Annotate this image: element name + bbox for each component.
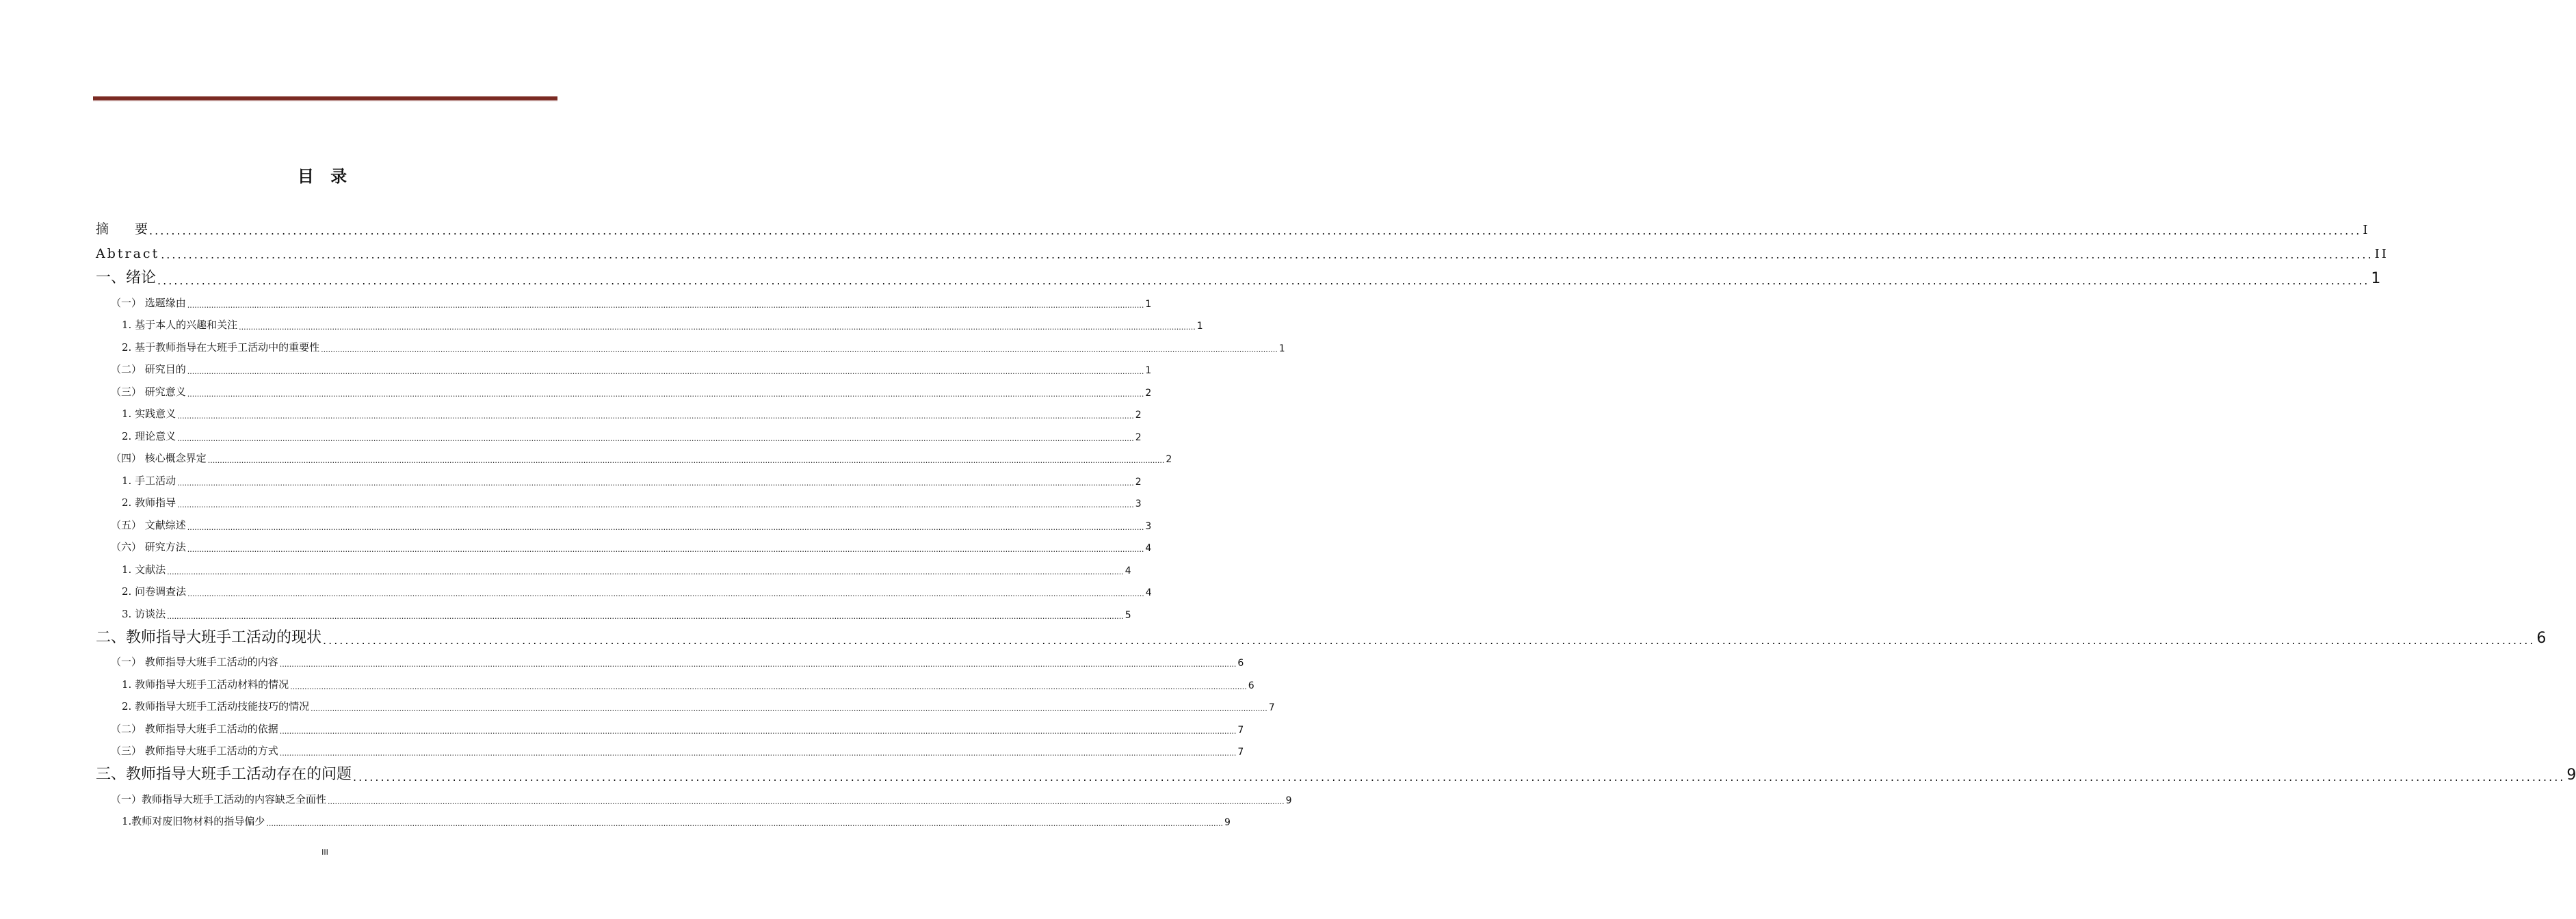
- toc-entry-label: （一） 选题缘由: [111, 296, 186, 309]
- toc-entry-label: 1. 手工活动: [122, 474, 176, 487]
- toc-entry[interactable]: [96, 354, 1152, 377]
- toc-entry[interactable]: [96, 376, 1152, 399]
- toc-entry[interactable]: [96, 669, 1254, 691]
- toc-entry-page: 9: [1224, 817, 1231, 828]
- toc-entry-label: （三） 研究意义: [111, 385, 186, 398]
- toc-entry-page: 1: [1145, 365, 1152, 376]
- toc-entry-page: 2: [1145, 387, 1152, 399]
- toc-dot-leader: ................................................................................................................................................................................................................................................................................................................................................................................................................: [167, 567, 1124, 576]
- toc-entry[interactable]: [96, 213, 2370, 237]
- toc-dot-leader: ................................................................................................................................................................................................................................................................................................................................................................................................................: [266, 819, 1223, 828]
- toc-dot-leader: ................................................................................................................................................................................................................................................................................................................................................................................................................: [187, 589, 1144, 598]
- toc-entry-page: II: [2374, 247, 2389, 261]
- toc-entry-label: 2. 基于教师指导在大班手工活动中的重要性: [122, 341, 320, 354]
- toc-entry-page: 2: [1135, 431, 1142, 443]
- toc-entry-page: 1: [1278, 343, 1285, 354]
- toc-entry[interactable]: [96, 691, 1275, 714]
- toc-entry[interactable]: [96, 443, 1172, 466]
- toc-entry[interactable]: [96, 532, 1152, 555]
- toc-dot-leader: ................................................................................................................................................................................................................................................................................................................................................................................................................: [353, 771, 2566, 784]
- toc-dot-leader: ................................................................................................................................................................................................................................................................................................................................................................................................................: [321, 345, 1278, 354]
- toc-entry-page: 1: [2371, 270, 2381, 287]
- toc-entry[interactable]: [96, 806, 1231, 829]
- toc-entry-label: Abtract: [96, 246, 160, 261]
- toc-dot-leader: ................................................................................................................................................................................................................................................................................................................................................................................................................: [177, 501, 1134, 509]
- toc-dot-leader: ................................................................................................................................................................................................................................................................................................................................................................................................................: [157, 274, 2370, 287]
- toc-entry[interactable]: [96, 261, 2381, 287]
- toc-dot-leader: ................................................................................................................................................................................................................................................................................................................................................................................................................: [279, 749, 1237, 758]
- toc-entry[interactable]: [96, 399, 1142, 421]
- toc-entry-page: 4: [1145, 587, 1152, 598]
- toc-entry-label: 2. 问卷调查法: [122, 585, 187, 598]
- toc-dot-leader: ................................................................................................................................................................................................................................................................................................................................................................................................................: [187, 389, 1144, 399]
- toc-entry-label: （三） 教师指导大班手工活动的方式: [111, 745, 278, 757]
- header-rule-thick: [93, 96, 557, 100]
- toc-entry-label: 1. 基于本人的兴趣和关注: [122, 319, 238, 331]
- toc-dot-leader: ................................................................................................................................................................................................................................................................................................................................................................................................................: [207, 456, 1165, 465]
- toc-entry[interactable]: [96, 647, 1244, 669]
- toc-entry-page: 4: [1125, 565, 1131, 576]
- toc-entry-page: 6: [2536, 629, 2547, 647]
- toc-dot-leader: ................................................................................................................................................................................................................................................................................................................................................................................................................: [279, 726, 1237, 736]
- toc-entry-page: 4: [1145, 543, 1152, 554]
- toc-entry-page: 6: [1248, 680, 1254, 691]
- toc-entry-page: 3: [1135, 498, 1142, 509]
- toc-entry[interactable]: [96, 713, 1244, 736]
- toc-entry-page: 9: [1285, 795, 1292, 806]
- toc-entry-label: （六） 研究方法: [111, 541, 186, 553]
- toc-entry-page: 9: [2566, 767, 2576, 784]
- toc-dot-leader: ................................................................................................................................................................................................................................................................................................................................................................................................................: [239, 323, 1196, 332]
- table-of-contents: [96, 213, 2576, 828]
- toc-title: 目 录: [297, 167, 353, 186]
- toc-entry[interactable]: [96, 784, 1292, 806]
- toc-entry-label: 1. 文献法: [122, 563, 166, 576]
- toc-entry[interactable]: [96, 598, 1131, 621]
- toc-dot-leader: ................................................................................................................................................................................................................................................................................................................................................................................................................: [311, 704, 1267, 713]
- toc-entry-page: I: [2363, 223, 2370, 237]
- toc-entry-label: 一、绪论: [96, 269, 157, 287]
- toc-entry-label: 二、教师指导大班手工活动的现状: [96, 628, 322, 646]
- toc-entry[interactable]: [96, 421, 1142, 443]
- toc-entry-label: 2. 理论意义: [122, 429, 176, 442]
- toc-dot-leader: ................................................................................................................................................................................................................................................................................................................................................................................................................: [187, 300, 1144, 310]
- toc-entry[interactable]: [96, 621, 2547, 647]
- toc-entry-page: 1: [1145, 298, 1152, 310]
- toc-entry-label: 1. 教师指导大班手工活动材料的情况: [122, 678, 289, 691]
- toc-entry[interactable]: [96, 509, 1152, 532]
- toc-entry-label: （四） 核心概念界定: [111, 452, 207, 464]
- toc-entry[interactable]: [96, 287, 1152, 310]
- toc-dot-leader: ................................................................................................................................................................................................................................................................................................................................................................................................................: [187, 522, 1144, 532]
- toc-entry[interactable]: [96, 332, 1285, 354]
- toc-entry-label: （一） 教师指导大班手工活动的内容: [111, 656, 278, 668]
- toc-dot-leader: ................................................................................................................................................................................................................................................................................................................................................................................................................: [177, 434, 1134, 443]
- toc-entry-label: （二） 研究目的: [111, 363, 186, 375]
- toc-entry-label: 3. 访谈法: [122, 607, 166, 620]
- toc-entry[interactable]: [96, 310, 1203, 332]
- toc-entry[interactable]: [96, 576, 1152, 599]
- toc-dot-leader: ................................................................................................................................................................................................................................................................................................................................................................................................................: [187, 545, 1144, 554]
- toc-entry-page: 7: [1268, 702, 1275, 713]
- page-number: III: [321, 848, 328, 857]
- toc-entry-page: 1: [1196, 321, 1203, 332]
- toc-dot-leader: ................................................................................................................................................................................................................................................................................................................................................................................................................: [149, 224, 2362, 237]
- toc-entry-page: 3: [1145, 520, 1152, 532]
- toc-dot-leader: ................................................................................................................................................................................................................................................................................................................................................................................................................: [328, 797, 1285, 806]
- toc-entry-label: 三、教师指导大班手工活动存在的问题: [96, 766, 352, 783]
- toc-dot-leader: ................................................................................................................................................................................................................................................................................................................................................................................................................: [177, 412, 1134, 421]
- toc-dot-leader: ................................................................................................................................................................................................................................................................................................................................................................................................................: [177, 478, 1134, 488]
- toc-dot-leader: ................................................................................................................................................................................................................................................................................................................................................................................................................: [167, 611, 1124, 621]
- toc-entry-page: 2: [1135, 476, 1142, 488]
- toc-entry-page: 6: [1237, 658, 1244, 669]
- toc-dot-leader: ................................................................................................................................................................................................................................................................................................................................................................................................................: [187, 367, 1144, 376]
- toc-entry-page: 7: [1237, 724, 1244, 736]
- toc-entry-page: 2: [1135, 410, 1142, 421]
- toc-entry-label: （二） 教师指导大班手工活动的依据: [111, 722, 278, 735]
- toc-entry[interactable]: [96, 488, 1142, 510]
- toc-entry-label: 1. 实践意义: [122, 408, 176, 420]
- toc-entry[interactable]: [96, 736, 1244, 758]
- toc-dot-leader: ................................................................................................................................................................................................................................................................................................................................................................................................................: [323, 633, 2536, 647]
- toc-entry-label: （五） 文献综述: [111, 518, 186, 531]
- toc-entry-label: 2. 教师指导大班手工活动技能技巧的情况: [122, 700, 310, 712]
- toc-entry-label: 摘 要: [96, 222, 148, 237]
- toc-entry-label: （一）教师指导大班手工活动的内容缺乏全面性: [111, 793, 327, 805]
- toc-entry-label: 1.教师对废旧物材料的指导偏少: [122, 815, 265, 827]
- toc-entry[interactable]: [96, 758, 2576, 784]
- toc-entry-label: 2. 教师指导: [122, 496, 176, 509]
- toc-dot-leader: ................................................................................................................................................................................................................................................................................................................................................................................................................: [279, 660, 1237, 669]
- toc-dot-leader: ................................................................................................................................................................................................................................................................................................................................................................................................................: [290, 682, 1247, 691]
- toc-dot-leader: ................................................................................................................................................................................................................................................................................................................................................................................................................: [161, 248, 2374, 261]
- toc-entry-page: 7: [1237, 747, 1244, 758]
- toc-entry-page: 5: [1125, 609, 1131, 621]
- toc-entry-page: 2: [1166, 454, 1172, 465]
- toc-entry[interactable]: [96, 554, 1131, 576]
- toc-entry[interactable]: [96, 465, 1142, 488]
- toc-entry[interactable]: [96, 237, 2389, 261]
